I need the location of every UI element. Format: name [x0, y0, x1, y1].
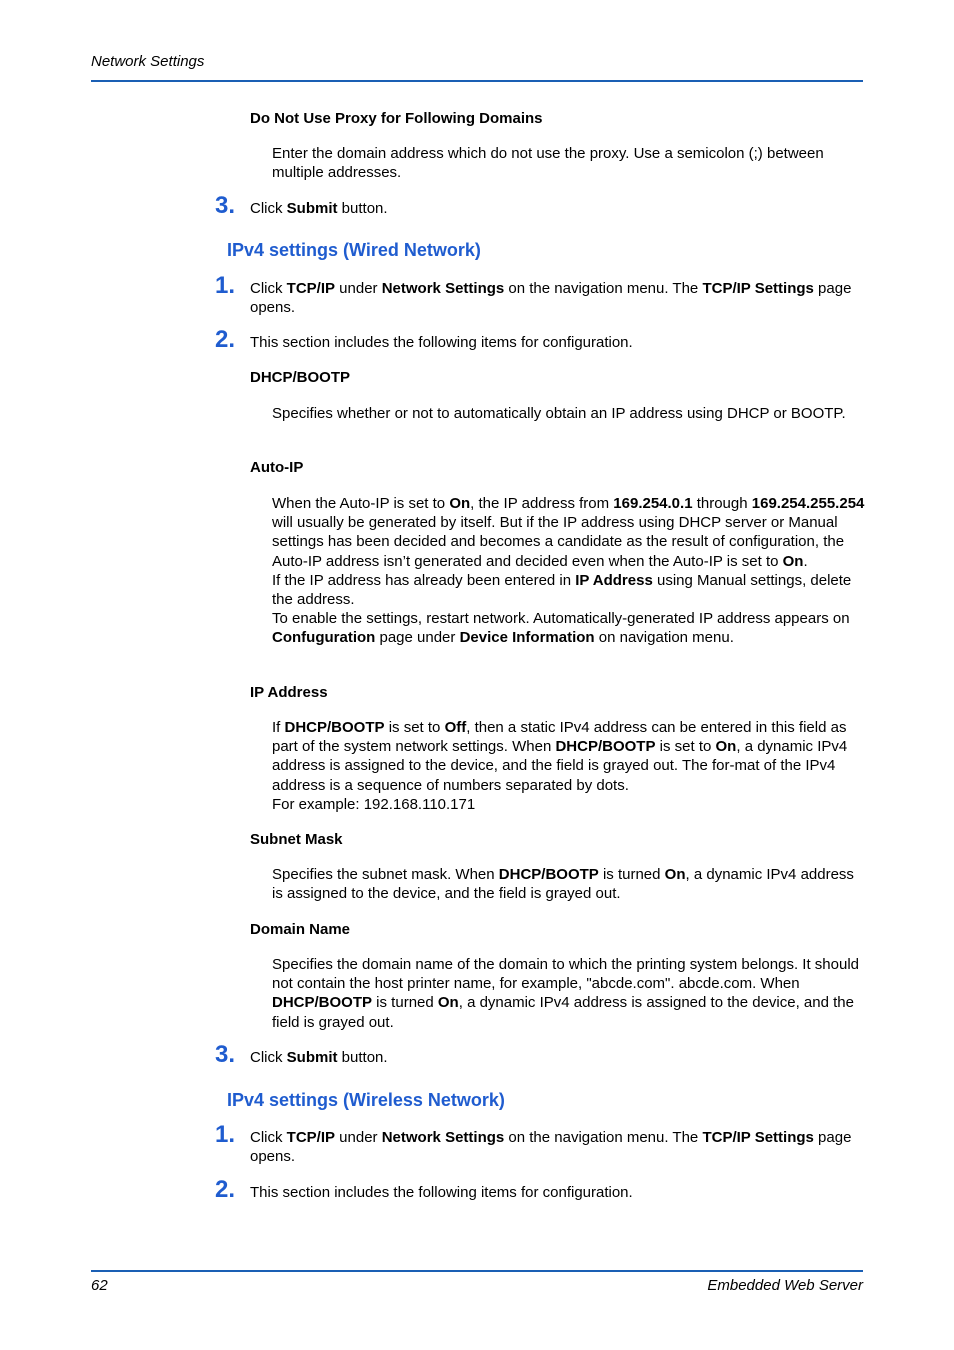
- desc-domain-name: Specifies the domain name of the domain to which the printing system belongs. It should not contain the host printer name, for example, "abcde.com". abcde.com. When DHCP/BOOTP is turned On, a dynamic IPv4 address is assigned to the device, and the field is grayed out.: [272, 956, 859, 1031]
- page-number: 62: [91, 1277, 108, 1294]
- header-rule: [91, 80, 863, 82]
- section-title-wired: IPv4 settings (Wired Network): [227, 240, 481, 260]
- step-text: Click TCP/IP under Network Settings on the navigation menu. The TCP/IP Settings page opens.: [250, 280, 852, 317]
- step-number: 3.: [215, 1041, 236, 1068]
- step-number: 2.: [215, 326, 236, 353]
- term-dhcp: DHCP/BOOTP: [250, 369, 351, 386]
- term-autoip: Auto-IP: [250, 459, 304, 476]
- step-text: Click TCP/IP under Network Settings on the navigation menu. The TCP/IP Settings page opens.: [250, 1129, 852, 1166]
- step-text: This section includes the following items for configuration.: [250, 334, 633, 351]
- step-number: 2.: [215, 1176, 236, 1203]
- step-text: This section includes the following items for configuration.: [250, 1184, 633, 1201]
- desc-dhcp: Specifies whether or not to automatically obtain an IP address using DHCP or BOOTP.: [272, 405, 846, 422]
- term-ip-address: IP Address: [250, 684, 328, 701]
- term-no-proxy: Do Not Use Proxy for Following Domains: [250, 110, 543, 127]
- term-subnet-mask: Subnet Mask: [250, 831, 343, 848]
- desc-subnet-mask: Specifies the subnet mask. When DHCP/BOOTP is turned On, a dynamic IPv4 address is assigned to the device, and the field is grayed out.: [272, 866, 854, 903]
- desc-autoip: When the Auto-IP is set to On, the IP address from 169.254.0.1 through 169.254.255.254 will usually be generated by itself. But if the IP address using DHCP server or Manual settings has been decided and becomes a candidate as the result of configuration, the Auto-IP address isn’t generated and decided even when the Auto-IP is set to On. If the IP address has already been entered in IP Address using Manual settings, delete the address. To enable the settings, restart network. Automatically-generated IP address appears on Confuguration page under Device Information on navigation menu.: [272, 495, 865, 647]
- step-text: Click Submit button.: [250, 1049, 388, 1066]
- step-number: 1.: [215, 1121, 236, 1148]
- desc-ip-address: If DHCP/BOOTP is set to Off, then a static IPv4 address can be entered in this field as part of the system network settings. When DHCP/BOOTP is set to On, a dynamic IPv4 address is assigned to the device, and the field is grayed out. The for-mat of the IPv4 address is a sequence of numbers separated by dots. For example: 192.168.110.171: [272, 719, 848, 813]
- step-number: 1.: [215, 272, 236, 299]
- header-title: Network Settings: [91, 53, 205, 70]
- term-domain-name: Domain Name: [250, 921, 351, 938]
- footer-doc-title: Embedded Web Server: [707, 1277, 863, 1294]
- footer-rule: [91, 1270, 863, 1272]
- section-title-wireless: IPv4 settings (Wireless Network): [227, 1090, 505, 1110]
- step-number: 3.: [215, 192, 236, 219]
- step-text: Click Submit button.: [250, 200, 388, 217]
- desc-no-proxy: Enter the domain address which do not use the proxy. Use a semicolon (;) between multiple addresses.: [272, 145, 824, 182]
